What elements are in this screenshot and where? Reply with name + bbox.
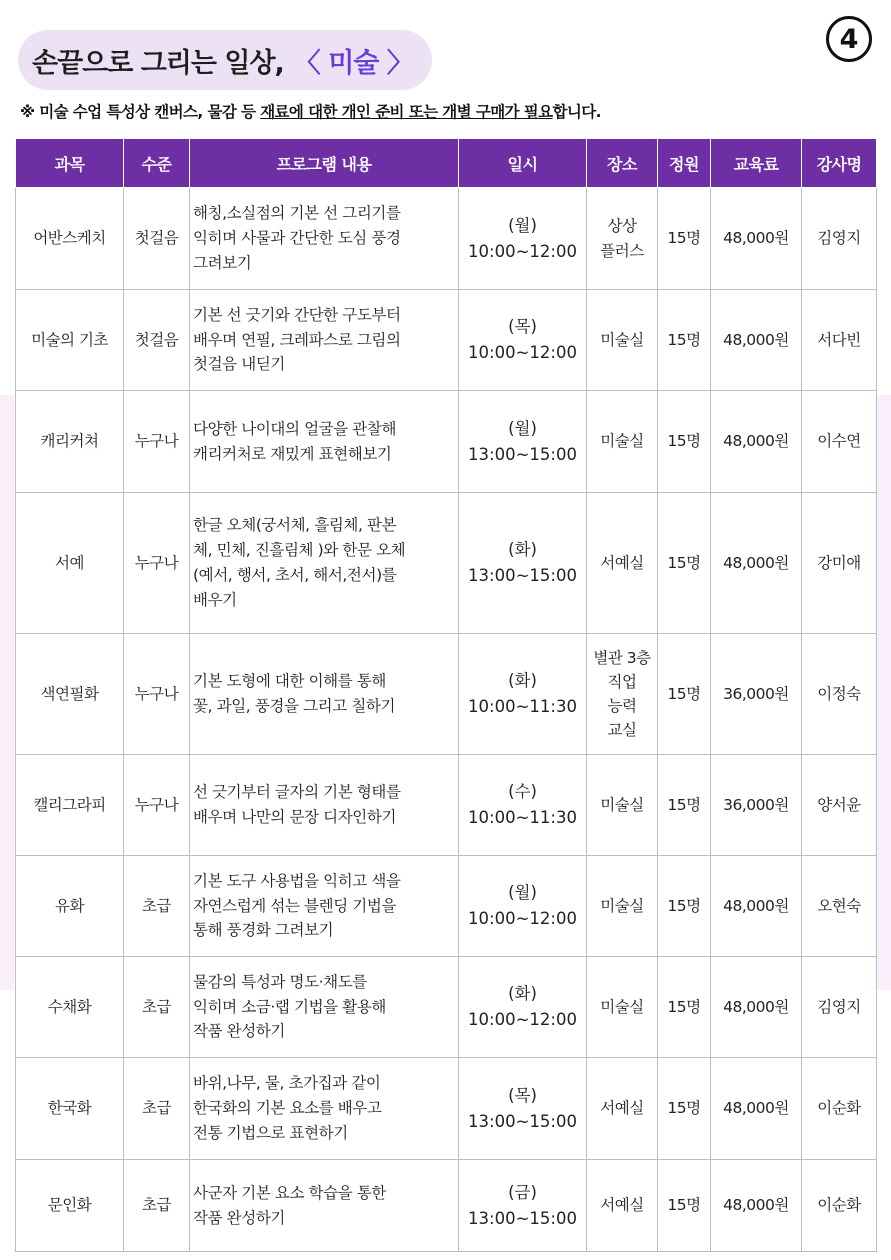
cell-instructor: 이순화 xyxy=(802,1058,877,1160)
cell-datetime: (월) 10:00~12:00 xyxy=(459,856,587,957)
cell-datetime: (수) 10:00~11:30 xyxy=(459,755,587,856)
course-table xyxy=(15,138,877,1252)
cell-instructor: 이수연 xyxy=(802,391,877,493)
cell-capacity: 15명 xyxy=(658,755,711,856)
cell-instructor: 서다빈 xyxy=(802,290,877,391)
cell-content: 선 긋기부터 글자의 기본 형태를 배우며 나만의 문장 디자인하기 xyxy=(190,755,459,856)
cell-fee: 48,000원 xyxy=(711,290,802,391)
cell-content: 사군자 기본 요소 학습을 통한 작품 완성하기 xyxy=(190,1160,459,1252)
cell-level: 누구나 xyxy=(124,755,190,856)
cell-fee: 48,000원 xyxy=(711,1058,802,1160)
table-row xyxy=(16,856,877,957)
cell-place: 서예실 xyxy=(587,493,658,634)
section-title xyxy=(18,30,432,90)
page-number-badge: 4 xyxy=(826,16,872,62)
cell-content: 기본 도형에 대한 이해를 통해 꽃, 과일, 풍경을 그리고 칠하기 xyxy=(190,634,459,755)
cell-level: 첫걸음 xyxy=(124,290,190,391)
table-header-row xyxy=(16,139,877,188)
cell-place: 서예실 xyxy=(587,1160,658,1252)
column-header-level: 수준 xyxy=(124,139,190,188)
table-row xyxy=(16,493,877,634)
cell-subject: 서예 xyxy=(16,493,124,634)
column-header-datetime: 일시 xyxy=(459,139,587,188)
cell-subject: 수채화 xyxy=(16,957,124,1058)
cell-datetime: (목) 13:00~15:00 xyxy=(459,1058,587,1160)
cell-capacity: 15명 xyxy=(658,856,711,957)
section-title-main: 손끝으로 그리는 일상, xyxy=(32,47,284,79)
cell-fee: 36,000원 xyxy=(711,634,802,755)
side-decoration-right xyxy=(877,395,891,990)
cell-fee: 48,000원 xyxy=(711,957,802,1058)
cell-level: 누구나 xyxy=(124,391,190,493)
cell-datetime: (화) 10:00~12:00 xyxy=(459,957,587,1058)
cell-subject: 색연필화 xyxy=(16,634,124,755)
cell-fee: 48,000원 xyxy=(711,1160,802,1252)
cell-content: 기본 선 긋기와 간단한 구도부터 배우며 연필, 크레파스로 그림의 첫걸음 내딛기 xyxy=(190,290,459,391)
table-row xyxy=(16,634,877,755)
cell-capacity: 15명 xyxy=(658,188,711,290)
cell-datetime: (월) 13:00~15:00 xyxy=(459,391,587,493)
cell-level: 초급 xyxy=(124,957,190,1058)
side-decoration-left xyxy=(0,395,14,990)
table-row xyxy=(16,1160,877,1252)
table-row xyxy=(16,1058,877,1160)
cell-fee: 48,000원 xyxy=(711,493,802,634)
cell-capacity: 15명 xyxy=(658,493,711,634)
table-row xyxy=(16,290,877,391)
cell-place: 미술실 xyxy=(587,957,658,1058)
cell-place: 상상 플러스 xyxy=(587,188,658,290)
cell-subject: 캐리커쳐 xyxy=(16,391,124,493)
cell-datetime: (금) 13:00~15:00 xyxy=(459,1160,587,1252)
cell-datetime: (화) 13:00~15:00 xyxy=(459,493,587,634)
cell-subject: 어반스케치 xyxy=(16,188,124,290)
cell-instructor: 김영지 xyxy=(802,957,877,1058)
cell-datetime: (화) 10:00~11:30 xyxy=(459,634,587,755)
cell-fee: 48,000원 xyxy=(711,856,802,957)
cell-subject: 한국화 xyxy=(16,1058,124,1160)
cell-subject: 유화 xyxy=(16,856,124,957)
cell-level: 초급 xyxy=(124,856,190,957)
cell-place: 미술실 xyxy=(587,391,658,493)
cell-content: 기본 도구 사용법을 익히고 색을 자연스럽게 섞는 블렌딩 기법을 통해 풍경화 그려보기 xyxy=(190,856,459,957)
cell-instructor: 이정숙 xyxy=(802,634,877,755)
cell-capacity: 15명 xyxy=(658,290,711,391)
column-header-subject: 과목 xyxy=(16,139,124,188)
notice-text-after: 합니다. xyxy=(552,103,601,121)
cell-instructor: 김영지 xyxy=(802,188,877,290)
cell-fee: 48,000원 xyxy=(711,188,802,290)
cell-subject: 문인화 xyxy=(16,1160,124,1252)
cell-content: 다양한 나이대의 얼굴을 관찰해 캐리커처로 재밌게 표현해보기 xyxy=(190,391,459,493)
cell-place: 별관 3층 직업 능력 교실 xyxy=(587,634,658,755)
column-header-place: 장소 xyxy=(587,139,658,188)
section-title-accent: 〈 미술 〉 xyxy=(293,47,413,79)
cell-capacity: 15명 xyxy=(658,634,711,755)
notice-text xyxy=(20,100,880,122)
column-header-instructor: 강사명 xyxy=(802,139,877,188)
cell-instructor: 오현숙 xyxy=(802,856,877,957)
notice-text-before: ※ 미술 수업 특성상 캔버스, 물감 등 xyxy=(20,103,261,121)
cell-subject: 미술의 기초 xyxy=(16,290,124,391)
cell-instructor: 이순화 xyxy=(802,1160,877,1252)
cell-instructor: 양서윤 xyxy=(802,755,877,856)
column-header-content: 프로그램 내용 xyxy=(190,139,459,188)
cell-capacity: 15명 xyxy=(658,391,711,493)
column-header-capacity: 정원 xyxy=(658,139,711,188)
cell-datetime: (목) 10:00~12:00 xyxy=(459,290,587,391)
cell-subject: 캘리그라피 xyxy=(16,755,124,856)
cell-instructor: 강미애 xyxy=(802,493,877,634)
table-row xyxy=(16,391,877,493)
column-header-fee: 교육료 xyxy=(711,139,802,188)
cell-content: 한글 오체(궁서체, 흘림체, 판본 체, 민체, 진흘림체 )와 한문 오체 (예서, 행서, 초서, 해서,전서)를 배우기 xyxy=(190,493,459,634)
cell-datetime: (월) 10:00~12:00 xyxy=(459,188,587,290)
cell-place: 서예실 xyxy=(587,1058,658,1160)
table-row xyxy=(16,755,877,856)
cell-fee: 48,000원 xyxy=(711,391,802,493)
cell-level: 첫걸음 xyxy=(124,188,190,290)
cell-level: 누구나 xyxy=(124,493,190,634)
notice-text-underlined: 재료에 대한 개인 준비 또는 개별 구매가 필요 xyxy=(260,103,553,121)
cell-content: 해칭,소실점의 기본 선 그리기를 익히며 사물과 간단한 도심 풍경 그려보기 xyxy=(190,188,459,290)
table-row xyxy=(16,957,877,1058)
cell-capacity: 15명 xyxy=(658,1160,711,1252)
cell-place: 미술실 xyxy=(587,856,658,957)
cell-level: 초급 xyxy=(124,1058,190,1160)
cell-content: 바위,나무, 물, 초가집과 같이 한국화의 기본 요소를 배우고 전통 기법으로 표현하기 xyxy=(190,1058,459,1160)
cell-level: 초급 xyxy=(124,1160,190,1252)
cell-place: 미술실 xyxy=(587,290,658,391)
cell-capacity: 15명 xyxy=(658,1058,711,1160)
cell-content: 물감의 특성과 명도·채도를 익히며 소금·랩 기법을 활용해 작품 완성하기 xyxy=(190,957,459,1058)
table-row xyxy=(16,188,877,290)
cell-capacity: 15명 xyxy=(658,957,711,1058)
cell-place: 미술실 xyxy=(587,755,658,856)
cell-level: 누구나 xyxy=(124,634,190,755)
cell-fee: 36,000원 xyxy=(711,755,802,856)
